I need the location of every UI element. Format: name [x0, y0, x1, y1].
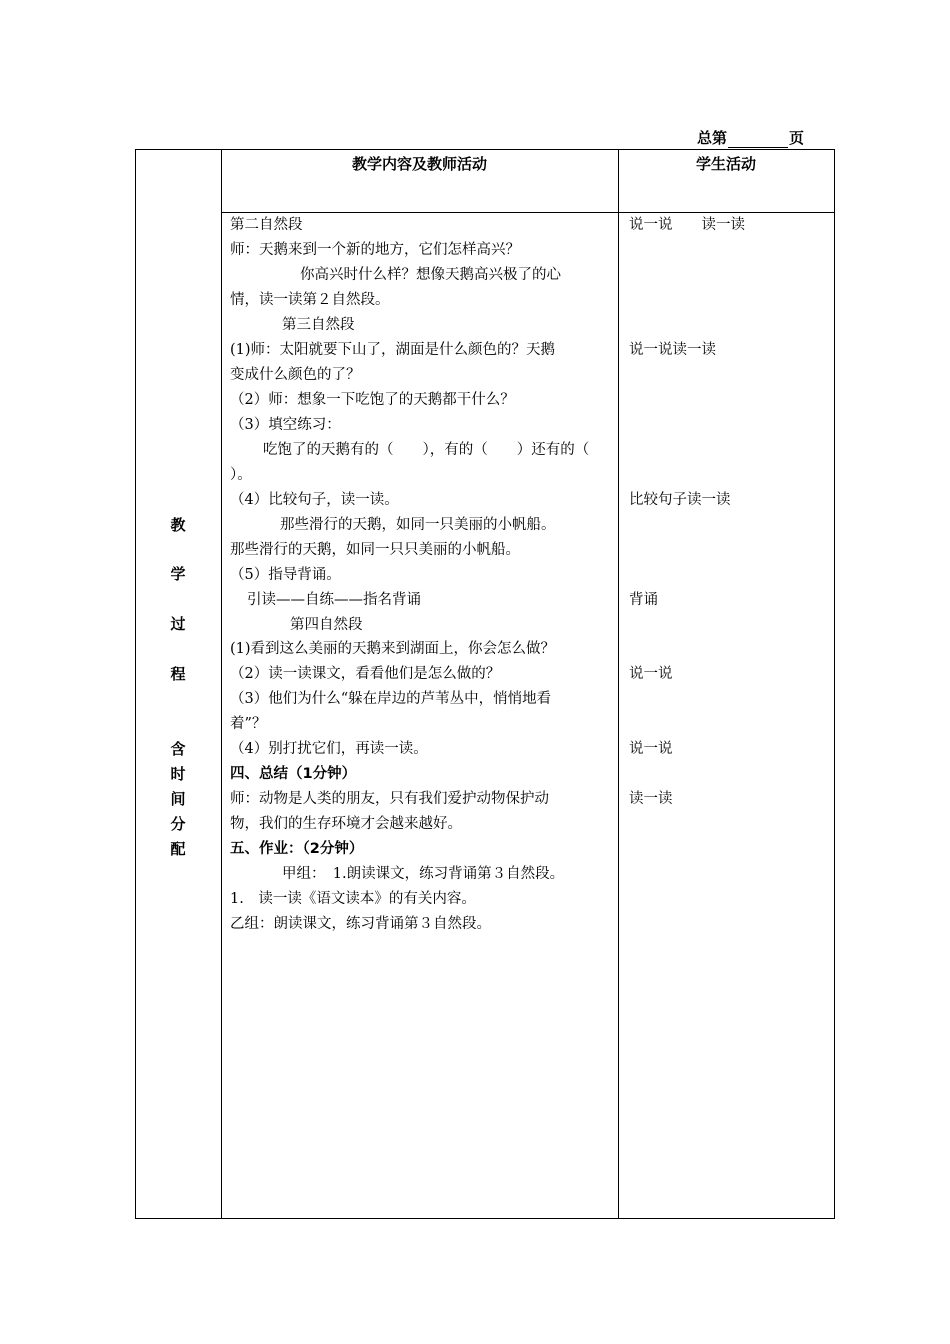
content-line: (1)看到这么美丽的天鹅来到湖面上，你会怎么做？: [230, 641, 556, 657]
student-activity: 说一说 读一读: [629, 217, 745, 233]
side-char: 教: [170, 516, 186, 534]
table-top-border: [135, 149, 835, 150]
side-char: 配: [170, 840, 186, 858]
column-divider-2: [618, 149, 619, 1219]
content-line: 引读——自练——指名背诵: [247, 592, 421, 608]
summary-heading: 四、总结（1分钟）: [230, 766, 357, 782]
side-char: 过: [170, 615, 186, 633]
student-activity: 说一说读一读: [629, 342, 716, 358]
page-number-suffix: 页: [789, 129, 805, 147]
content-line: （5）指导背诵。: [230, 567, 341, 583]
content-line: （4）比较句子，读一读。: [230, 492, 399, 508]
content-line: 那些滑行的天鹅，如同一只只美丽的小帆船。: [230, 542, 520, 558]
content-line: 师：动物是人类的朋友，只有我们爱护动物保护动: [230, 791, 549, 807]
side-char: 分: [170, 815, 186, 833]
content-line: 你高兴时什么样？想像天鹅高兴极了的心: [300, 267, 561, 283]
student-activity: 比较句子读一读: [629, 492, 731, 508]
side-char: 间: [170, 790, 186, 808]
content-line: （3）填空练习：: [230, 417, 341, 433]
content-line: 第四自然段: [290, 617, 363, 633]
content-line: 乙组：朗读课文，练习背诵第３自然段。: [230, 916, 491, 932]
header-student: 学生活动: [695, 155, 756, 173]
student-activity: 背诵: [629, 592, 658, 608]
page-number-label: [697, 127, 804, 148]
content-line: （2）师：想象一下吃饱了的天鹅都干什么？: [230, 392, 515, 408]
student-activity: 说一说: [629, 741, 673, 757]
homework-heading: 五、作业：（2分钟）: [230, 841, 364, 857]
table-right-border: [834, 149, 835, 1219]
column-divider-1: [221, 149, 222, 1219]
content-line: 吃饱了的天鹅有的（ ），有的（ ）还有的（: [263, 442, 590, 458]
content-line: 第二自然段: [230, 217, 303, 233]
content-line: 甲组： 1.朗读课文，练习背诵第３自然段。: [282, 866, 565, 882]
side-char: 含: [170, 740, 186, 758]
content-line: ）。: [230, 467, 252, 483]
content-line: 第三自然段: [282, 317, 355, 333]
side-char: 程: [170, 665, 186, 683]
student-activity: 读一读: [629, 791, 673, 807]
student-activity: 说一说: [629, 666, 673, 682]
table-left-border: [135, 149, 136, 1219]
content-line: (1)师：太阳就要下山了，湖面是什么颜色的？天鹅: [230, 342, 556, 358]
content-line: 1. 读一读《语文读本》的有关内容。: [230, 891, 476, 907]
content-line: （4）别打扰它们，再读一读。: [230, 741, 428, 757]
content-line: 那些滑行的天鹅，如同一只美丽的小帆船。: [280, 517, 556, 533]
page-number-prefix: 总第: [697, 129, 728, 147]
content-line: 情，读一读第２自然段。: [230, 292, 390, 308]
side-char: 学: [170, 565, 186, 583]
content-line: 变成什么颜色的了？: [230, 367, 361, 383]
side-char: 时: [170, 765, 186, 783]
page-number-blank: [728, 133, 788, 148]
content-line: （3）他们为什么“躲在岸边的芦苇丛中，悄悄地看: [230, 691, 552, 707]
content-line: 着”？: [230, 716, 267, 732]
header-content: 教学内容及教师活动: [351, 155, 487, 173]
content-line: 物，我们的生存环境才会越来越好。: [230, 816, 462, 832]
table-bottom-border: [135, 1218, 835, 1219]
content-line: 师：天鹅来到一个新的地方，它们怎样高兴？: [230, 242, 520, 258]
header-divider: [221, 212, 835, 213]
content-line: （2）读一读课文，看看他们是怎么做的？: [230, 666, 501, 682]
